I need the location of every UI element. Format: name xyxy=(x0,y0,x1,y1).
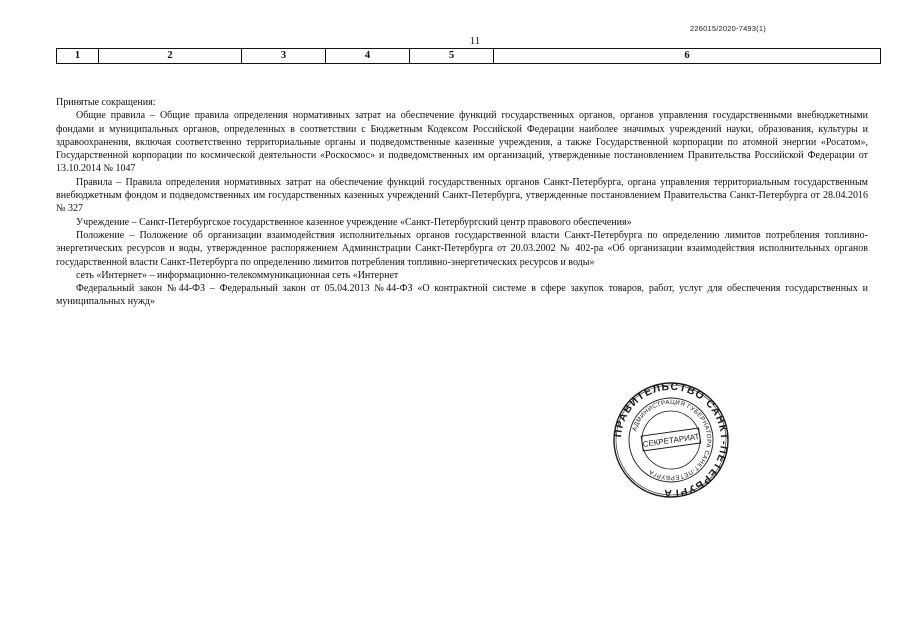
seal-outer-text: ПРАВИТЕЛЬСТВО САНКТ-ПЕТЕРБУРГА xyxy=(612,381,730,499)
seal-inner-text: АДМИНИСТРАЦИЯ ГУБЕРНАТОРА САНКТ-ПЕТЕРБУРГА xyxy=(631,398,713,482)
abbreviations-section xyxy=(56,96,868,309)
document-id: 226015/2020-7493(1) xyxy=(690,24,766,33)
page-number: 11 xyxy=(469,35,481,47)
column-number-header xyxy=(56,48,881,64)
abbreviation-entry: сеть «Интернет» – информационно-телекоммуникационная сеть «Интернет xyxy=(76,269,399,281)
abbreviation-entry: Федеральный закон №44-ФЗ – Федеральный закон от 05.04.2013 №44-ФЗ «О контрактной системе в сфере закупок товаров, работ, услуг для обеспечения государственных и муниципальных нужд» xyxy=(56,283,868,308)
column-number: 6 xyxy=(494,49,881,64)
seal-center-text: СЕКРЕТАРИАТ xyxy=(642,432,700,449)
official-seal xyxy=(612,381,730,499)
column-number: 3 xyxy=(242,49,326,64)
abbreviation-entry: Положение – Положение об организации взаимодействия исполнительных органов государственной власти Санкт-Петербурга по определению лимитов потребления топливно-энергетических ресурсов и воды, утвержденное распоряжением Администрации Санкт-Петербурга от 20.03.2002 № 402-ра «Об организации взаимодействия исполнительных органов государственной власти Санкт-Петербурга по определению лимитов потребления топливно-энергетических ресурсов и воды» xyxy=(56,229,868,268)
abbreviation-entry: Правила – Правила определения нормативных затрат на обеспечение функций государственных органов Санкт-Петербурга, органа управления территориальным государственным внебюджетным фондом и подведомственных им государственных казенных учреждений Санкт-Петербурга, утвержденные постановлением Правительства Санкт-Петербурга от 28.04.2016 № 327 xyxy=(56,176,868,215)
column-number: 4 xyxy=(326,49,410,64)
column-number: 2 xyxy=(99,49,242,64)
abbreviations-heading: Принятые сокращения: xyxy=(56,97,156,108)
abbreviation-entry: Общие правила – Общие правила определения нормативных затрат на обеспечение функций государственных органов, органов управления государственными внебюджетными фондами и муниципальных органов, определенных в соответствии с Бюджетным Кодексом Российской Федерации наиболее значимых учреждений науки, образования, культуры и здравоохранения, включая соответственно территориальные органы и подведомственные казенные учреждения, а также Государственной корпорации по атомной энергии «Росатом», Государственной корпорации по космической деятельности «Роскосмос» и подведомственных им организаций, утвержденные постановлением Правительства Российской Федерации от 13.10.2014 № 1047 xyxy=(56,110,868,175)
abbreviation-entry: Учреждение – Санкт-Петербургское государственное казенное учреждение «Санкт-Петербургский центр правового обеспечения» xyxy=(76,216,632,228)
column-number: 5 xyxy=(410,49,494,64)
seal-graphic xyxy=(612,381,730,499)
column-number: 1 xyxy=(57,49,99,64)
